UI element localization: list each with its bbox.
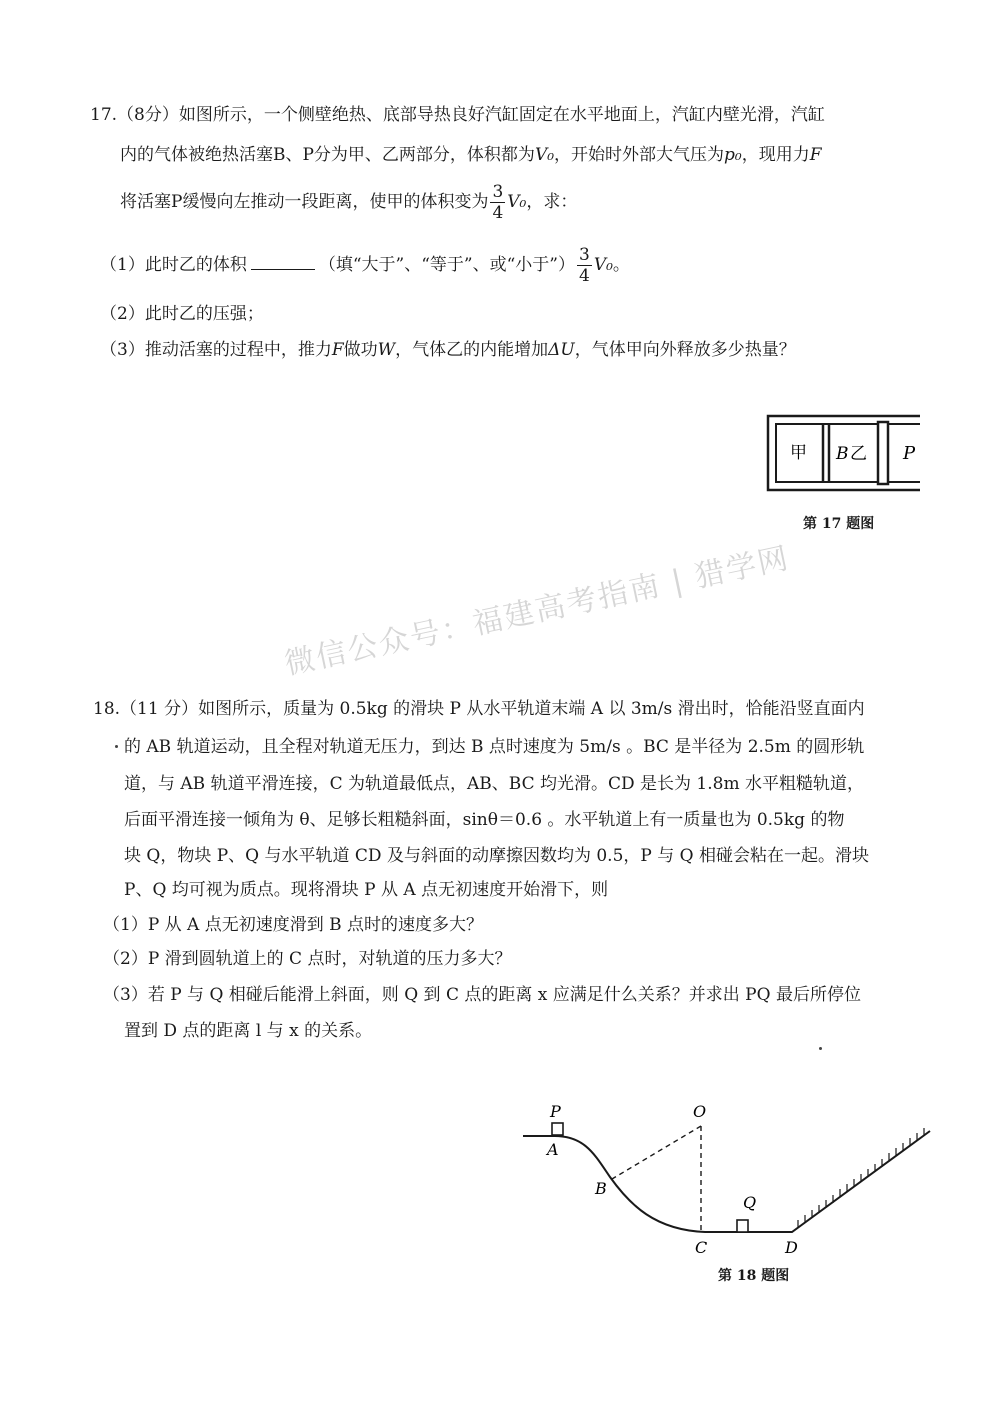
q18-sub-1: （1）P 从 A 点无初速度滑到 B 点时的速度多大？: [103, 915, 484, 935]
q18-line-3: 道，与 AB 轨道平滑连接，C 为轨道最低点，AB、BC 均光滑。CD 是长为 1.8m 水平粗糙轨道，: [124, 774, 864, 794]
watermark: 微信公众号：福建高考指南 | 猎学网: [281, 540, 793, 683]
q17-sub1-text: （1）此时乙的体积: [100, 255, 247, 275]
q17-stem-1: 如图所示，一个侧壁绝热、底部导热良好汽缸固定在水平地面上，汽缸内壁光滑，汽缸: [178, 105, 825, 125]
figure-17-cylinder: [760, 410, 940, 500]
q17-stem-2c: ，现用力: [741, 145, 810, 165]
figure-18-caption: 第 18 题图: [718, 1268, 790, 1284]
piston-P: [878, 422, 888, 484]
q18-score: （11 分）: [120, 699, 199, 719]
q17-line-3: [120, 180, 577, 224]
q17-delta-U: ΔU: [548, 340, 575, 360]
label-C: C: [695, 1238, 708, 1257]
q17-force-F-2: F: [331, 340, 344, 360]
block-P: [552, 1123, 563, 1135]
fraction-denominator: 4: [492, 203, 504, 223]
track-curve: [523, 1131, 930, 1232]
q17-sub-1: [100, 243, 630, 287]
q18-text-1: 如图所示，质量为 0.5kg 的滑块 P 从水平轨道末端 A 以 3m/s 滑出时，恰能沿竖直面内: [198, 699, 865, 719]
radius-OB: [612, 1126, 701, 1179]
q17-sub3-d: ，气体甲向外释放多少热量？: [574, 340, 796, 360]
q18-sub-2: （2）P 滑到圆轨道上的 C 点时，对轨道的压力多大？: [103, 949, 512, 969]
q17-stem-3a: 将活塞P缓慢向左推动一段距离，使甲的体积变为: [120, 192, 489, 212]
label-P: P: [903, 443, 916, 464]
answer-blank[interactable]: [251, 251, 315, 270]
label-A: A: [547, 1140, 559, 1159]
q17-sub1-options: （填“大于”、“等于”、或“小于”）: [318, 255, 575, 275]
q18-number: 18.: [93, 699, 121, 719]
speck-2: [115, 745, 118, 748]
q17-sub3-b: 做功: [343, 340, 378, 360]
label-Q: Q: [743, 1193, 757, 1212]
speck: [819, 1047, 822, 1050]
q17-stem-3b: ，求：: [526, 192, 578, 212]
q17-line-2: [120, 143, 822, 167]
q17-v0-3: V₀: [593, 255, 613, 275]
q18-line-2: 的 AB 轨道运动，且全程对轨道无压力，到达 B 点时速度为 5m/s 。BC 是半径为 2.5m 的圆形轨: [124, 737, 865, 757]
fraction-numerator-2: 3: [578, 245, 590, 265]
figure-17-caption: 第 17 题图: [803, 516, 875, 532]
q18-sub-3-line-1: （3）若 P 与 Q 相碰后能滑上斜面，则 Q 到 C 点的距离 x 应满足什么关系？并求出 PQ 最后所停位: [103, 985, 861, 1005]
q17-p0: p₀: [724, 145, 742, 165]
q18-line-5: 块 Q，物块 P、Q 与水平轨道 CD 及与斜面的动摩擦因数均为 0.5，P 与 Q 相碰会粘在一起。滑块: [124, 846, 869, 866]
q17-stem-2a: 内的气体被绝热活塞B、P分为甲、乙两部分，体积都为: [120, 145, 535, 165]
fraction-three-quarters: [490, 182, 505, 223]
q18-sub-3-line-2: 置到 D 点的距离 l 与 x 的关系。: [124, 1021, 373, 1041]
figure-18-track: [515, 1095, 945, 1270]
q17-sub-3: [100, 338, 796, 362]
q17-stem-2b: ，开始时外部大气压为: [554, 145, 725, 165]
fraction-numerator: 3: [492, 182, 504, 202]
q17-number: 17.: [90, 105, 118, 125]
label-O: O: [693, 1102, 707, 1121]
label-B: B: [836, 444, 849, 464]
block-Q: [737, 1220, 748, 1232]
q17-work-W: W: [377, 340, 396, 360]
q17-sub-2: （2）此时乙的压强；: [100, 304, 264, 324]
q17-v0: V₀: [534, 145, 555, 165]
q17-score: （8分）: [117, 105, 179, 125]
q17-line-1: [90, 103, 825, 127]
q18-line-4: 后面平滑连接一倾角为 θ、足够长粗糙斜面，sinθ＝0.6 。水平轨道上有一质量也为 0.5kg 的物: [124, 810, 845, 830]
label-B: B: [595, 1179, 607, 1198]
q17-sub3-a: （3）推动活塞的过程中，推力: [100, 340, 332, 360]
q17-sub1-end: 。: [612, 255, 630, 275]
label-D: D: [785, 1238, 798, 1257]
label-jia: 甲: [790, 443, 807, 463]
label-yi: 乙: [850, 444, 867, 464]
q17-sub3-c: ，气体乙的内能增加: [395, 340, 549, 360]
q18-line-1: [93, 697, 865, 721]
fraction-denominator-2: 4: [578, 266, 590, 286]
q17-force-F: F: [809, 145, 822, 165]
q17-v0-2: V₀: [507, 192, 527, 212]
label-P: P: [550, 1102, 561, 1121]
fraction-three-quarters-2: [577, 245, 592, 286]
q18-line-6: P、Q 均可视为质点。现将滑块 P 从 A 点无初速度开始滑下，则: [124, 880, 609, 900]
